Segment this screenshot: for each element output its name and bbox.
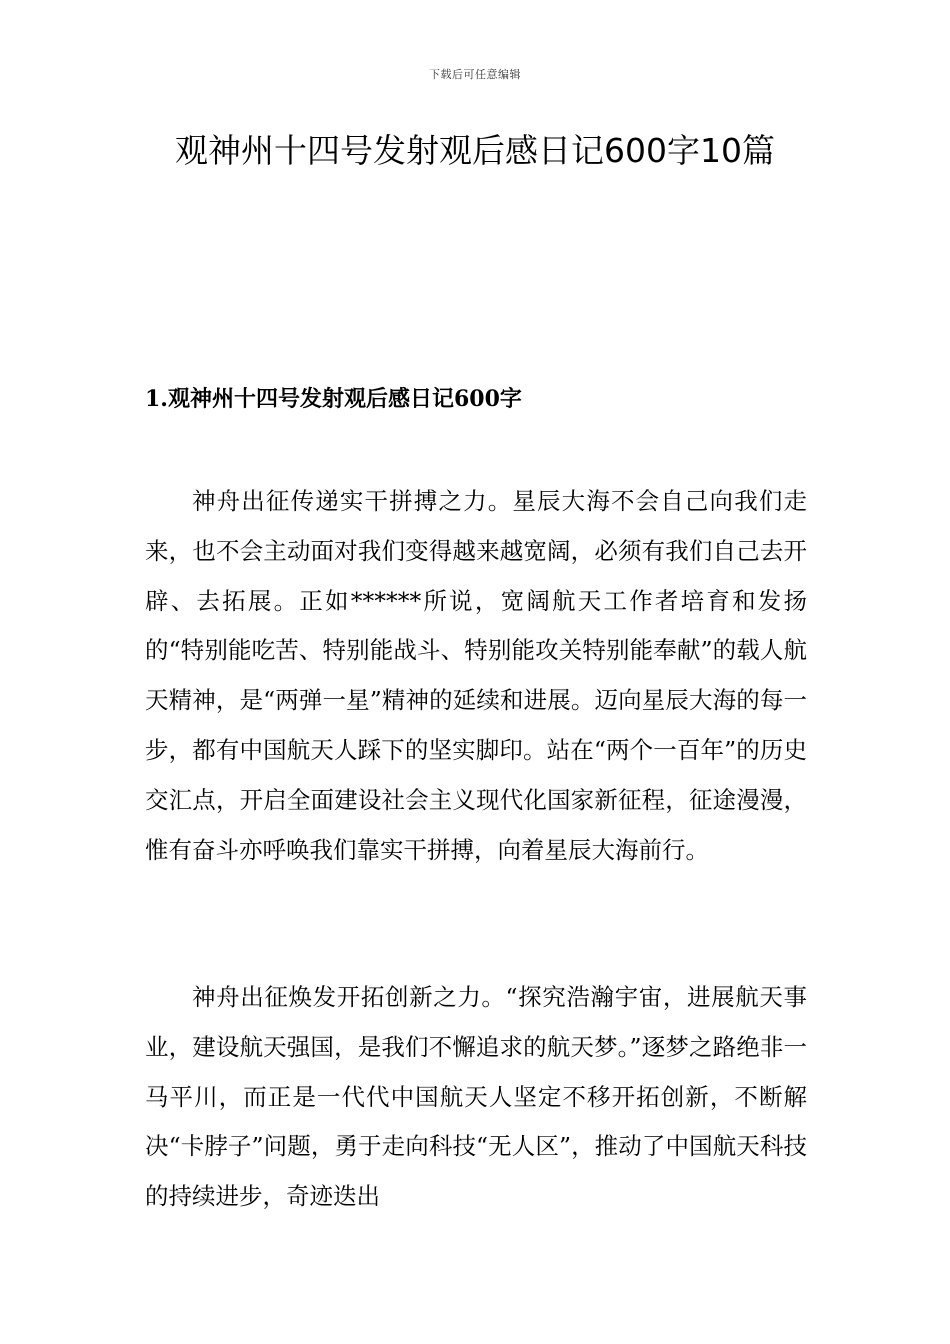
header-note: 下载后可任意编辑	[429, 68, 521, 81]
body-paragraph: 神舟出征传递实干拼搏之力。星辰大海不会自己向我们走来，也不会主动面对我们变得越来越宽阔，必须有我们自己去开辟、去拓展。正如******所说，宽阔航天工作者培育和发扬的“特别能吃苦、特别能战斗、特别能攻关特别能奉献”的载人航天精神，是“两弹一星”精神的延续和进展。迈向星辰大海的每一步，都有中国航天人踩下的坚实脚印。站在“两个一百年”的历史交汇点，开启全面建设社会主义现代化国家新征程，征途漫漫，惟有奋斗亦呼唤我们靠实干拼搏，向着星辰大海前行。	[145, 487, 807, 864]
document-title: 观神州十四号发射观后感日记600字10篇	[175, 131, 775, 170]
body-paragraph: 神舟出征焕发开拓创新之力。“探究浩瀚宇宙，进展航天事业，建设航天强国，是我们不懈追求的航天梦。”逐梦之路绝非一马平川，而正是一代代中国航天人坚定不移开拓创新，不断解决“卡脖子”问题，勇于走向科技“无人区”，推动了中国航天科技的持续进步，奇迹迭出	[145, 983, 807, 1211]
section-heading: 1.观神州十四号发射观后感日记600字	[145, 386, 522, 412]
